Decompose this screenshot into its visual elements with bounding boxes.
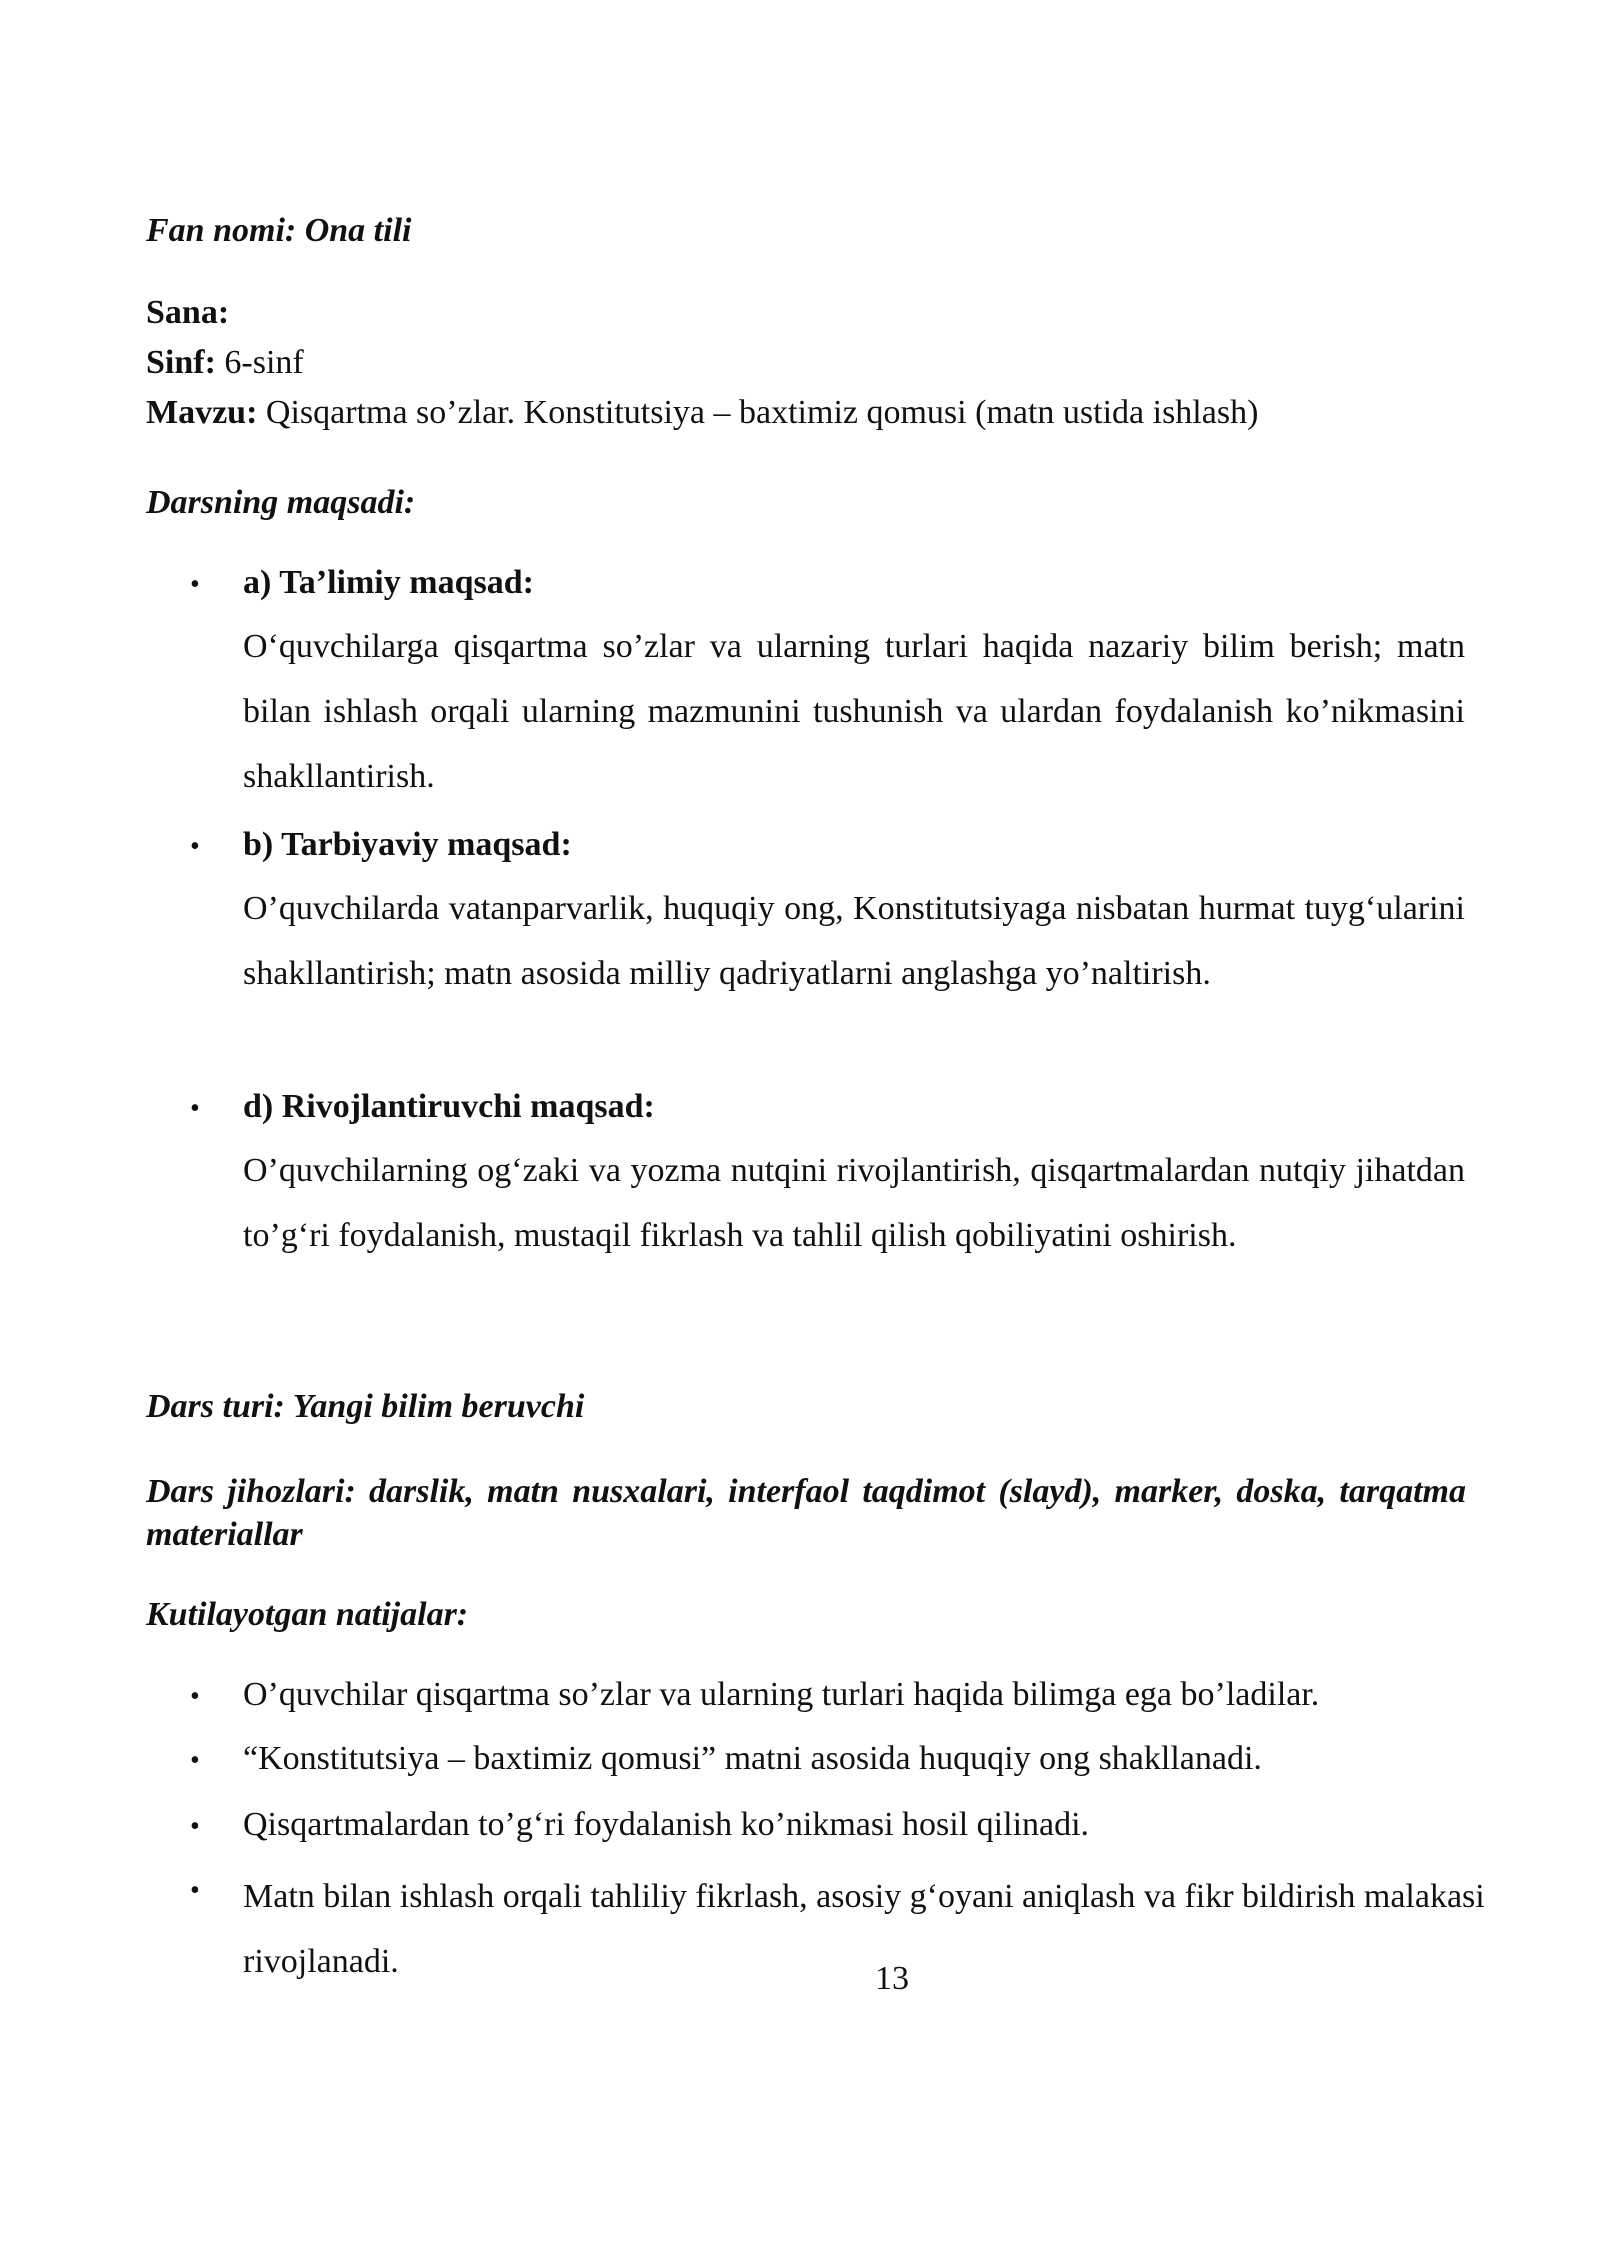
bullet-icon: •: [190, 569, 200, 600]
lesson-type: Dars turi: Yangi bilim beruvchi: [146, 1388, 585, 1425]
goal-label-developmental: d) Rivojlantiruvchi maqsad:: [243, 1088, 655, 1125]
grade-value: 6-sinf: [215, 344, 304, 381]
topic-label: Mavzu:: [146, 394, 258, 431]
grade-line: [146, 338, 304, 388]
outcome-item: O’quvchilar qisqartma so’zlar va ularning turlari haqida bilimga ega bo’ladilar.: [243, 1676, 1320, 1713]
outcome-item: Qisqartmalardan to’g‘ri foydalanish ko’nikmasi hosil qilinadi.: [243, 1806, 1090, 1843]
topic-value: Qisqartma so’zlar. Konstitutsiya – baxtimiz qomusi (matn ustida ishlash): [257, 394, 1259, 431]
bullet-icon: •: [190, 1681, 200, 1712]
topic-line: [146, 388, 1258, 438]
goal-label-educational: a) Ta’limiy maqsad:: [243, 564, 534, 601]
goal-text-upbringing: O’quvchilarda vatanparvarlik, huquqiy ong, Konstitutsiyaga nisbatan hurmat tuyg‘ularini shakllantirish; matn asosida milliy qadriyatlarni anglashga yo’naltirish.: [243, 890, 1465, 992]
subject-heading: Fan nomi: Ona tili: [146, 212, 412, 249]
bullet-icon: •: [190, 1811, 200, 1842]
grade-label: Sinf:: [146, 344, 216, 381]
page-number: 13: [875, 1960, 909, 1997]
goal-text-educational: O‘quvchilarga qisqartma so’zlar va ularning turlari haqida nazariy bilim berish; matn bilan ishlash orqali ularning mazmunini tushunish va ulardan foydalanish ko’nikmasini shakllantirish.: [243, 628, 1465, 795]
goals-heading: Darsning maqsadi:: [146, 484, 416, 521]
bullet-icon: •: [190, 1745, 200, 1776]
bullet-icon: •: [190, 1093, 200, 1124]
date-label: Sana:: [146, 294, 230, 331]
goal-text-developmental: O’quvchilarning og‘zaki va yozma nutqini rivojlantirish, qisqartmalardan nutqiy jihatdan to’g‘ri foydalanish, mustaqil fikrlash va tahlil qilish qobiliyatini oshirish.: [243, 1152, 1465, 1254]
bullet-icon: •: [190, 1875, 200, 1906]
outcome-item: Matn bilan ishlash orqali tahliliy fikrlash, asosiy g‘oyani aniqlash va fikr bildirish malakasi rivojlanadi.: [243, 1878, 1485, 1980]
date-line: [146, 288, 229, 338]
outcomes-heading: Kutilayotgan natijalar:: [146, 1596, 469, 1633]
bullet-icon: •: [190, 831, 200, 862]
goal-label-upbringing: b) Tarbiyaviy maqsad:: [243, 826, 572, 863]
outcome-item: “Konstitutsiya – baxtimiz qomusi” matni asosida huquqiy ong shakllanadi.: [243, 1740, 1262, 1777]
lesson-equipment: Dars jihozlari: darslik, matn nusxalari, interfaol taqdimot (slayd), marker, doska, tarqatma materiallar: [146, 1473, 1466, 1553]
